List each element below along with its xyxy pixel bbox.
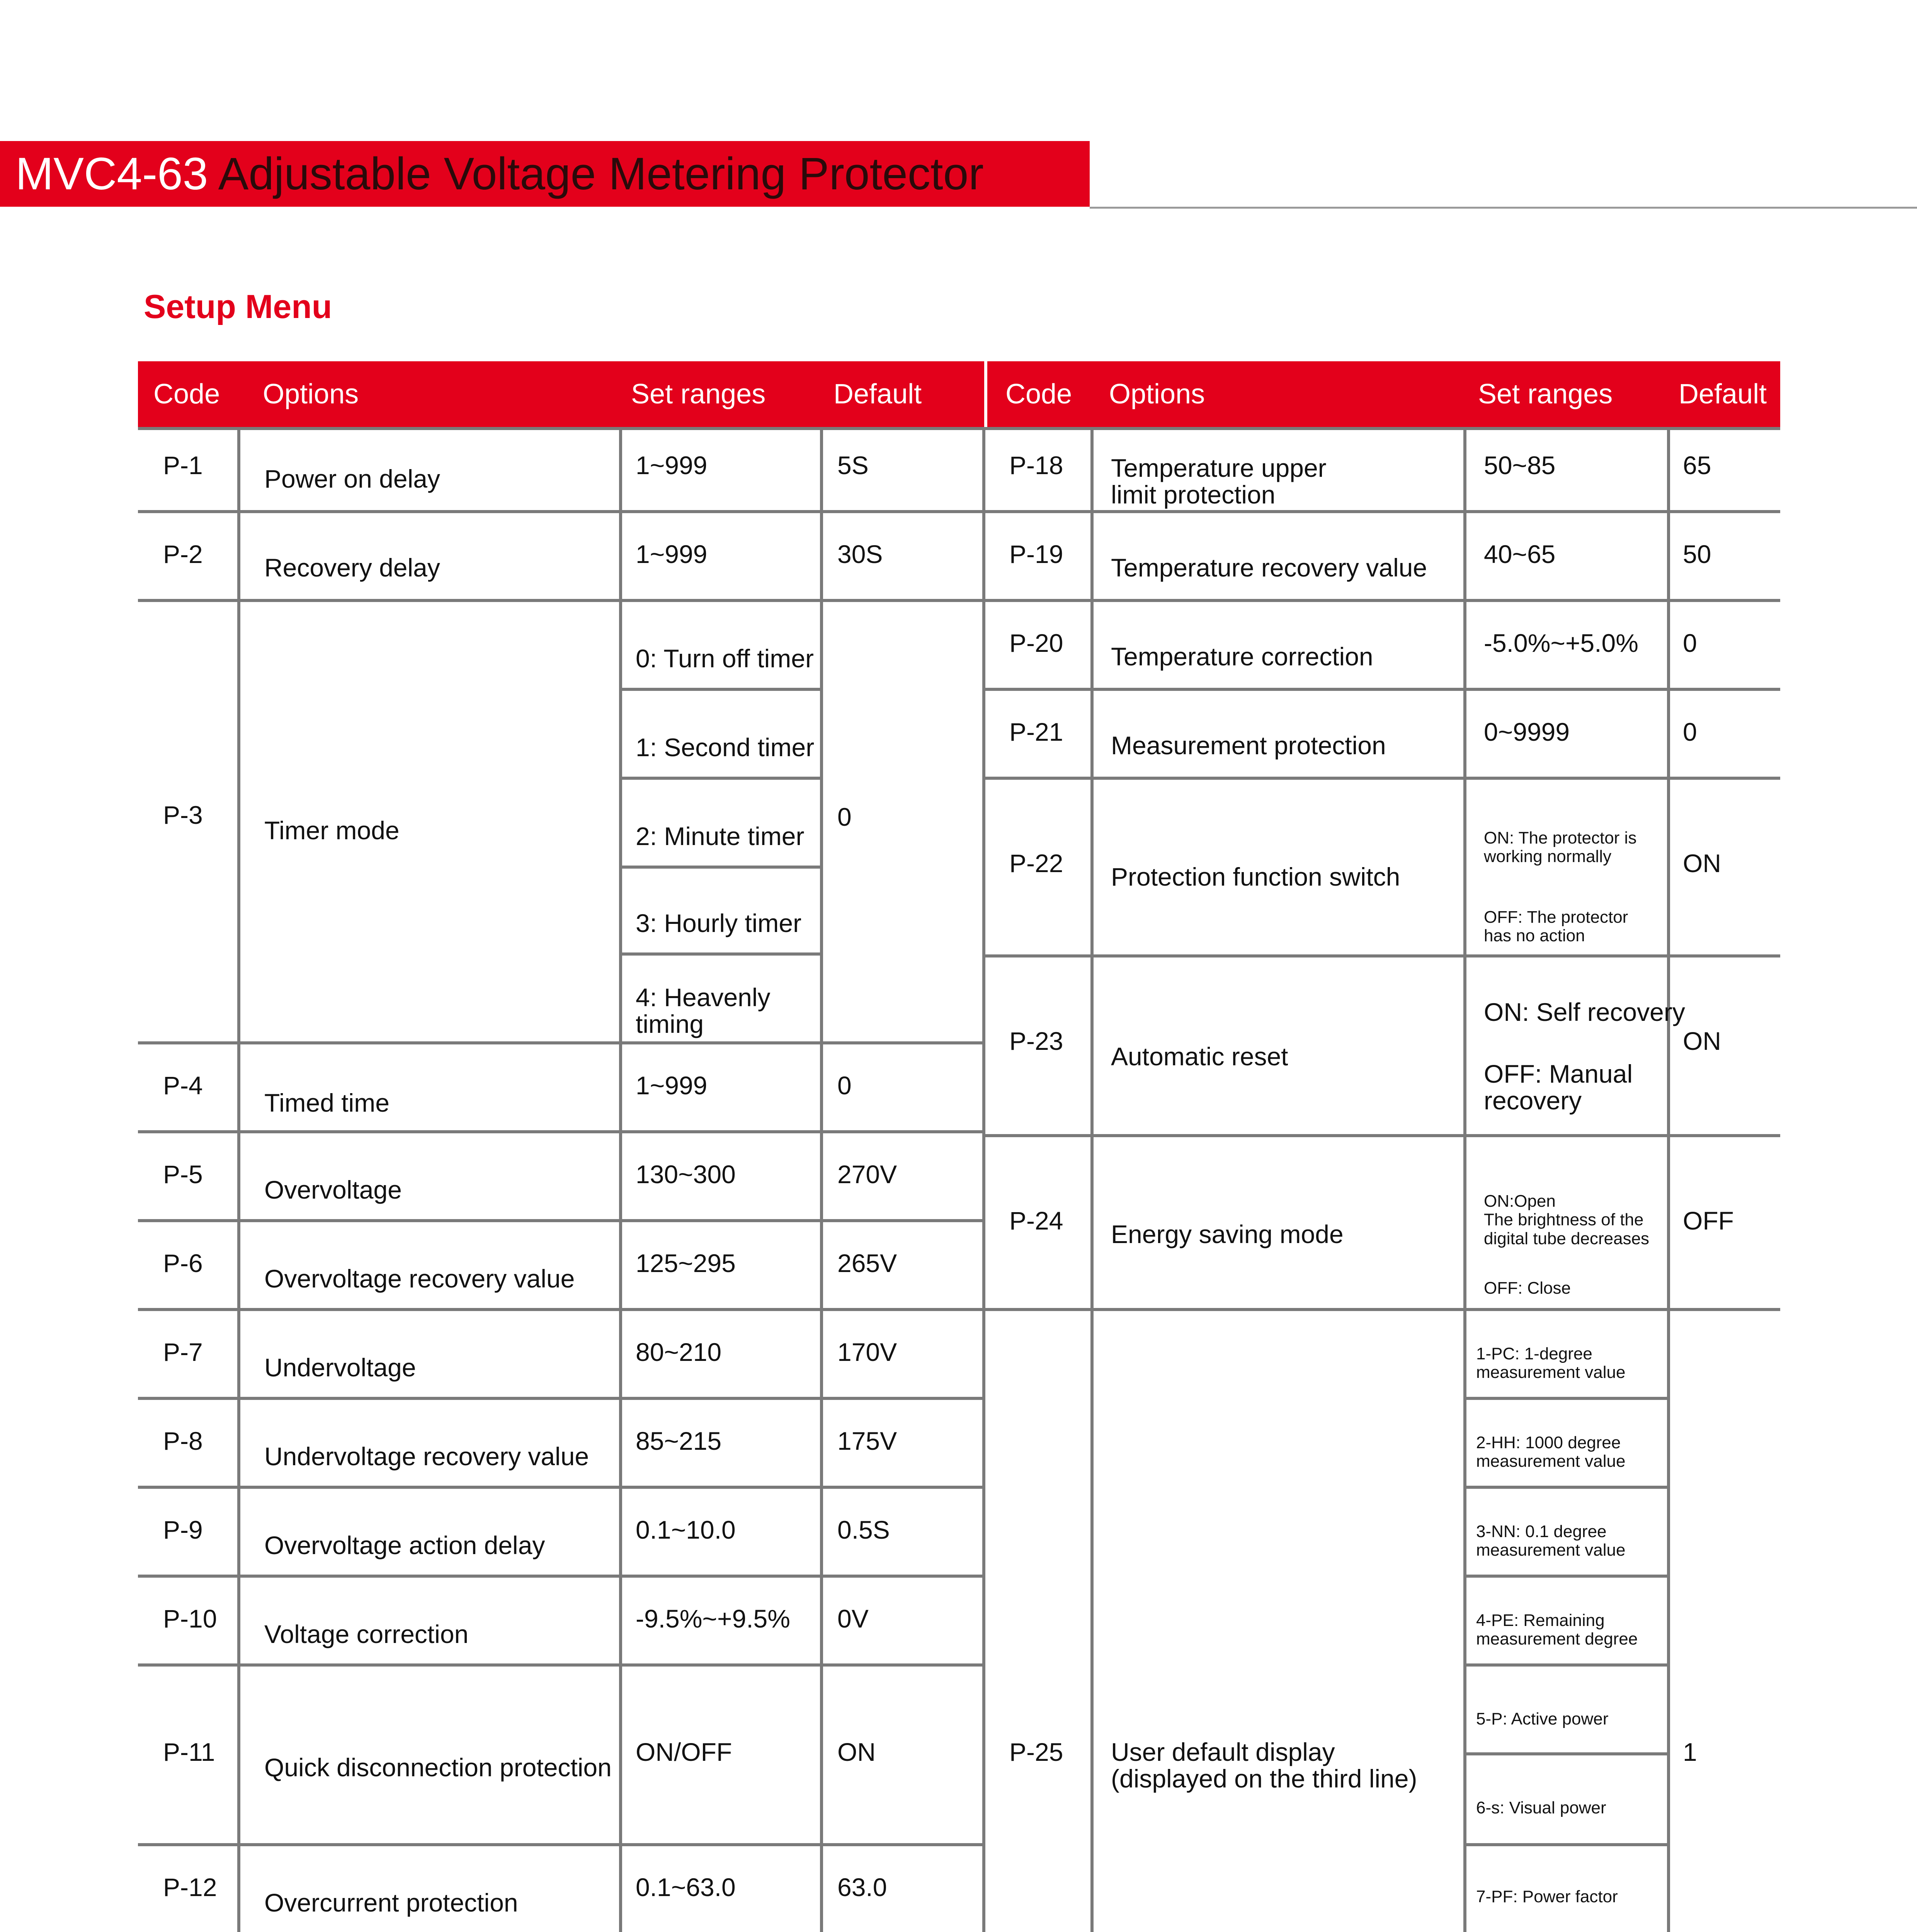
code-cell: P-10 [163, 1604, 217, 1633]
option-cell: Measurement protection [1111, 731, 1386, 760]
default-cell: 175V [837, 1427, 897, 1455]
range-cell: 40~65 [1484, 540, 1556, 568]
range-cell: 130~300 [636, 1160, 736, 1189]
default-cell: 30S [837, 540, 883, 568]
code-cell: P-19 [1009, 540, 1063, 568]
option-cell: Protection function switch [1111, 862, 1400, 891]
title-banner [0, 141, 1090, 207]
option-cell: Overcurrent protection [264, 1888, 518, 1917]
code-cell: P-24 [1009, 1206, 1063, 1235]
option-cell: Overvoltage recovery value [264, 1264, 575, 1293]
code-cell: P-8 [163, 1427, 203, 1455]
default-cell: 0.5S [837, 1515, 890, 1544]
range-cell: 1: Second timer [636, 733, 815, 762]
header-code: Code [1005, 379, 1072, 410]
column-divider [237, 427, 240, 1932]
range-cell: 0.1~63.0 [636, 1873, 736, 1901]
range-cell: 6-s: Visual power [1476, 1798, 1606, 1817]
row-divider [984, 1134, 1780, 1137]
code-cell: P-18 [1009, 451, 1063, 480]
row-divider [984, 688, 1780, 691]
range-cell: ON: The protector is working normally [1484, 828, 1637, 866]
range-cell: 0.1~10.0 [636, 1515, 736, 1544]
row-divider [138, 1663, 984, 1667]
code-cell: P-7 [163, 1338, 203, 1366]
code-cell: P-6 [163, 1249, 203, 1277]
option-cell: Temperature upper limit protection [1111, 454, 1327, 509]
option-cell: User default display (displayed on the third line) [1111, 1738, 1417, 1793]
range-cell: OFF: Close [1484, 1279, 1571, 1298]
option-cell: Recovery delay [264, 553, 440, 582]
row-divider [1463, 1397, 1670, 1400]
range-cell: 0: Turn off timer [636, 644, 814, 673]
default-cell: 63.0 [837, 1873, 887, 1901]
range-cell: ON/OFF [636, 1738, 732, 1766]
row-divider [1463, 1575, 1670, 1578]
default-cell: OFF [1683, 1206, 1734, 1235]
setup-menu-table [138, 361, 1780, 1932]
header-options: Options [263, 379, 359, 410]
header-ranges: Set ranges [1478, 379, 1613, 410]
code-cell: P-21 [1009, 718, 1063, 746]
range-cell: 2: Minute timer [636, 822, 805, 850]
column-divider [820, 427, 823, 1932]
row-divider [984, 599, 1780, 602]
section-title: Setup Menu [144, 288, 332, 325]
column-divider [1667, 427, 1670, 1932]
range-cell: 1-PC: 1-degree measurement value [1476, 1344, 1626, 1382]
range-cell: 50~85 [1484, 451, 1556, 480]
range-cell: 4: Heavenly timing [636, 983, 771, 1039]
column-divider [1090, 427, 1094, 1932]
row-divider [138, 1397, 984, 1400]
range-cell: 7-PF: Power factor [1476, 1887, 1618, 1906]
row-divider [138, 510, 984, 513]
row-divider [619, 866, 822, 869]
header-gap [984, 361, 987, 427]
code-cell: P-2 [163, 540, 203, 568]
option-cell: Power on delay [264, 464, 440, 493]
document-title [15, 141, 984, 207]
code-cell: P-25 [1009, 1738, 1063, 1766]
range-cell: OFF: Manual recovery [1484, 1060, 1633, 1115]
option-cell: Automatic reset [1111, 1042, 1288, 1071]
row-divider [1463, 1752, 1670, 1755]
row-divider [984, 777, 1780, 780]
range-cell: 1~999 [636, 451, 708, 480]
option-cell: Overvoltage action delay [264, 1531, 545, 1560]
default-cell: 0 [1683, 718, 1697, 746]
default-cell: ON [837, 1738, 876, 1766]
code-cell: P-23 [1009, 1027, 1063, 1055]
header-code: Code [153, 379, 220, 410]
row-divider [138, 427, 984, 430]
option-cell: Energy saving mode [1111, 1220, 1344, 1248]
range-cell: -5.0%~+5.0% [1484, 629, 1638, 657]
range-cell: 2-HH: 1000 degree measurement value [1476, 1433, 1626, 1471]
range-cell: ON: Self recovery [1484, 998, 1685, 1026]
range-cell: -9.5%~+9.5% [636, 1604, 790, 1633]
title-product-name: Adjustable Voltage Metering Protector [218, 148, 984, 199]
row-divider [984, 1308, 1780, 1311]
header-default: Default [1679, 379, 1767, 410]
range-cell: 80~210 [636, 1338, 722, 1366]
option-cell: Voltage correction [264, 1620, 469, 1648]
row-divider [138, 1130, 984, 1133]
row-divider [619, 952, 822, 956]
range-cell: 1~999 [636, 1071, 708, 1100]
default-cell: 170V [837, 1338, 897, 1366]
option-cell: Undervoltage [264, 1353, 416, 1382]
default-cell: 265V [837, 1249, 897, 1277]
header-ranges: Set ranges [631, 379, 766, 410]
row-divider [1463, 1843, 1670, 1846]
row-divider [138, 1219, 984, 1222]
range-cell: 1~999 [636, 540, 708, 568]
code-cell: P-5 [163, 1160, 203, 1189]
default-cell: 65 [1683, 451, 1711, 480]
option-cell: Timer mode [264, 816, 400, 845]
range-cell: 85~215 [636, 1427, 722, 1455]
row-divider [138, 1041, 984, 1044]
default-cell: 0 [837, 1071, 852, 1100]
title-model: MVC4-63 [15, 148, 208, 199]
range-cell: 3-NN: 0.1 degree measurement value [1476, 1522, 1626, 1560]
option-cell: Overvoltage [264, 1175, 402, 1204]
code-cell: P-9 [163, 1515, 203, 1544]
range-cell: OFF: The protector has no action [1484, 908, 1628, 946]
default-cell: 0V [837, 1604, 869, 1633]
range-cell: 4-PE: Remaining measurement degree [1476, 1611, 1638, 1649]
option-cell: Timed time [264, 1088, 390, 1117]
default-cell: 50 [1683, 540, 1711, 568]
row-divider [984, 510, 1780, 513]
code-cell: P-11 [163, 1738, 215, 1766]
default-cell: 270V [837, 1160, 897, 1189]
code-cell: P-22 [1009, 849, 1063, 878]
default-cell: 0 [1683, 629, 1697, 657]
table-header-right [987, 361, 1780, 427]
row-divider [619, 688, 822, 691]
default-cell: ON [1683, 849, 1721, 878]
column-divider [1463, 427, 1466, 1932]
default-cell: 1 [1683, 1738, 1697, 1766]
range-cell: ON:Open The brightness of the digital tube decreases [1484, 1192, 1650, 1248]
row-divider [1463, 1663, 1670, 1667]
range-cell: 5-P: Active power [1476, 1709, 1609, 1728]
row-divider [138, 1843, 984, 1846]
column-divider [982, 427, 985, 1932]
row-divider [138, 1575, 984, 1578]
title-divider [1090, 207, 1917, 209]
row-divider [984, 954, 1780, 957]
option-cell: Quick disconnection protection [264, 1753, 612, 1782]
option-cell: Undervoltage recovery value [264, 1442, 589, 1471]
range-cell: 125~295 [636, 1249, 736, 1277]
range-cell: 3: Hourly timer [636, 909, 802, 937]
default-cell: ON [1683, 1027, 1721, 1055]
default-cell: 0 [837, 803, 852, 831]
code-cell: P-1 [163, 451, 203, 480]
code-cell: P-20 [1009, 629, 1063, 657]
row-divider [1463, 1486, 1670, 1489]
default-cell: 5S [837, 451, 869, 480]
range-cell: 0~9999 [1484, 718, 1570, 746]
row-divider [138, 599, 984, 602]
code-cell: P-12 [163, 1873, 217, 1901]
header-options: Options [1109, 379, 1205, 410]
code-cell: P-3 [163, 801, 203, 829]
row-divider [984, 427, 1780, 430]
row-divider [619, 777, 822, 780]
code-cell: P-4 [163, 1071, 203, 1100]
option-cell: Temperature recovery value [1111, 553, 1427, 582]
column-divider [619, 427, 622, 1932]
header-default: Default [833, 379, 922, 410]
option-cell: Temperature correction [1111, 642, 1373, 671]
row-divider [138, 1486, 984, 1489]
row-divider [138, 1308, 984, 1311]
